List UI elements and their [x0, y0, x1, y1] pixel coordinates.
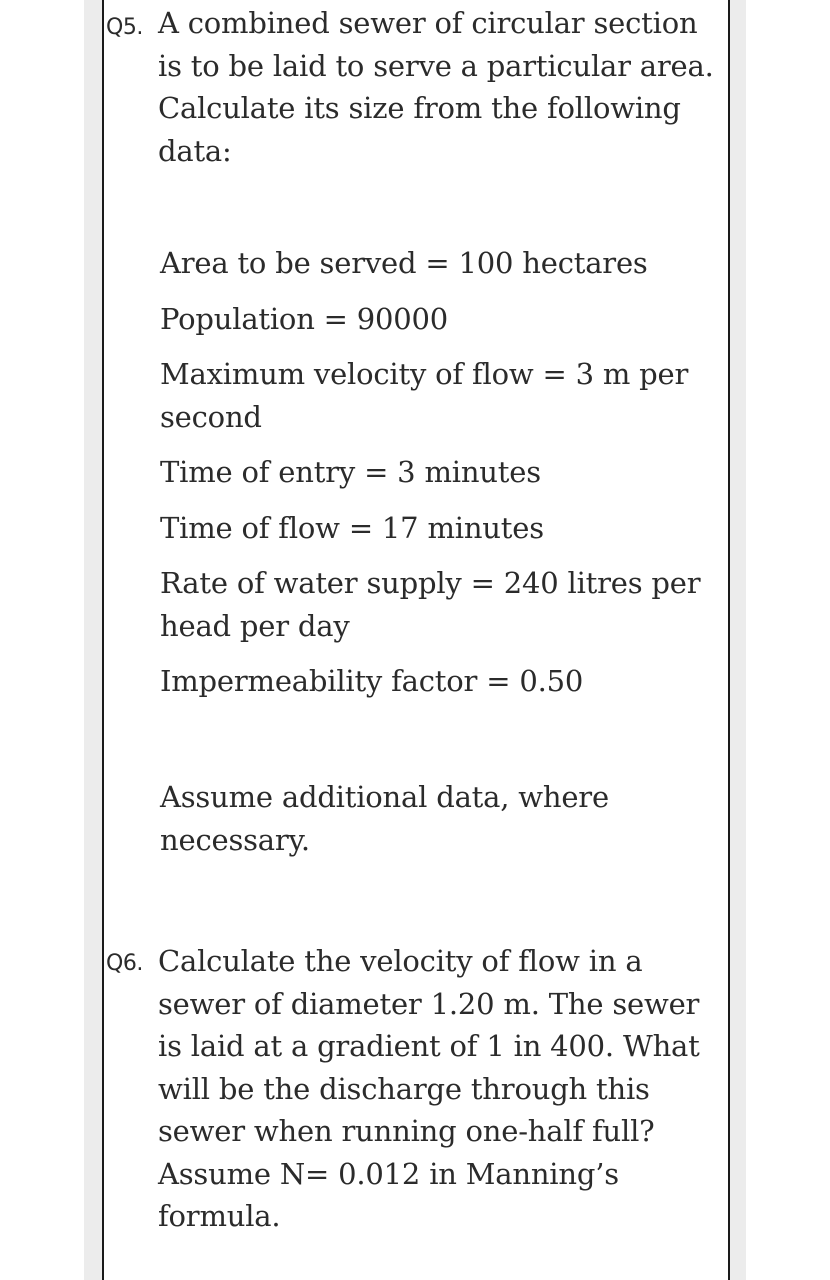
left-margin-strip [84, 0, 102, 1280]
question-text: Calculate the velocity of flow in a sewer of diameter 1.20 m. The sewer is laid at a gradient of 1 in 400. What will be the discharge through this sewer when running one-half full? Assume N= 0.012 in Manning’s formula. [158, 944, 700, 1233]
question-number: Q6. [106, 951, 143, 976]
question-text: A combined sewer of circular section is to be laid to serve a particular area. Calculate its size from the following data: [158, 6, 714, 168]
question-number: Q5. [106, 15, 143, 40]
document-page [102, 0, 730, 1280]
data-item: Maximum velocity of flow = 3 m per second [160, 357, 689, 434]
data-item: Time of flow = 17 minutes [160, 510, 544, 545]
given-data-list [160, 242, 720, 716]
right-margin-strip [728, 0, 746, 1280]
assumption-note: Assume additional data, where necessary. [160, 780, 609, 857]
data-item: Time of entry = 3 minutes [160, 455, 541, 489]
data-item: Rate of water supply = 240 litres per head per day [160, 566, 701, 643]
data-item: Area to be served = 100 hectares [160, 246, 648, 280]
data-item: Population = 90000 [160, 301, 449, 336]
data-item: Impermeability factor = 0.50 [160, 664, 584, 698]
